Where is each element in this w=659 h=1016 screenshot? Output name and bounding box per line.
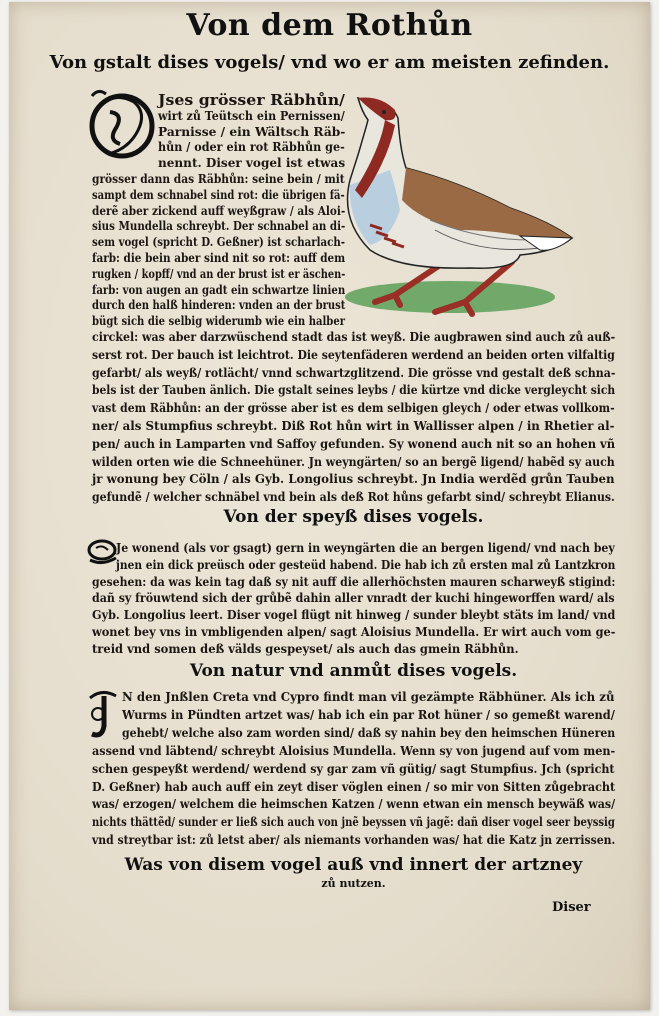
text-line: gesehen: da was kein tag daß sy nit auff die allerhöchsten mauren scharweyß stigind:	[92, 573, 616, 589]
section4-heading: Was von disem vogel auß vnd innert der artzney	[124, 855, 583, 875]
section3-heading: Von natur vnd anmůt dises vogels.	[189, 661, 518, 681]
text-line: wirt zů Teütsch ein Pernissen/	[158, 107, 345, 123]
text-line: durch den halß hinderen: vnden an der brust	[92, 297, 346, 313]
text-line: farb: die bein aber sind nit so rot: auff dem	[92, 250, 346, 265]
text-line: circkel: was aber darzwüschend stadt das ist weyß. Die augbrawen sind auch zů auß-	[92, 329, 616, 344]
text-line: vast dem Räbhůn: an der grösse aber ist es dem selbigen gleych / oder etwas vollkom-	[92, 400, 615, 416]
initial-j-ornament	[86, 688, 120, 742]
text-line: Jses grösser Räbhůn/	[158, 91, 345, 109]
text-line: serst rot. Der bauch ist leichtrot. Die seytenfäderen werdend an beiden orten vilfaltig	[92, 346, 615, 362]
text-line: ner/ als Stumpfius schreybt. Diß Rot hůn wirt in Wallisser alpen / in Rhetier al-	[92, 418, 615, 433]
text-line: D. Geßner) hab auch auff ein zeyt diser vöglen einen / so mir von Sitten zůgebracht	[92, 778, 616, 794]
page-subtitle: Von gstalt dises vogels/ vnd wo er am meisten zefinden.	[49, 52, 610, 73]
section2-heading: Von der speyß dises vogels.	[223, 507, 484, 527]
text-line: N den Jnßlen Creta vnd Cypro findt man vil gezämpte Räbhüner. Als ich zů	[122, 689, 615, 704]
text-line: dañ sy fröuwtend sich der grůbẽ dahin aller vnradt der kuchi hingeworffen ward/ als	[92, 590, 615, 606]
text-line: vnd streytbar ist: zů letst aber/ als niemants vorhanden was/ hat die Katz jn zerrissen.	[92, 832, 616, 848]
catchword: Diser	[552, 900, 591, 915]
text-line: wilden orten wie die Schneehüner. Jn weyngärten/ so an bergẽ ligend/ habẽd sy auch	[92, 453, 615, 469]
text-line: jnen ein dick preüsch oder gesteüd habend. Die hab ich zů ersten mal zů Lantzkron	[116, 556, 616, 572]
text-line: farb: von augen an gadt ein schwartze linien	[92, 281, 346, 297]
text-line: Parnisse / ein Wältsch Räb-	[158, 123, 346, 139]
text-line: Je wonend (als vor gsagt) gern in weyngärten die an bergen ligend/ vnd nach bey	[116, 540, 615, 555]
text-line: Gyb. Longolius leert. Diser vogel flügt nit hinweg / sunder bleybt stäts im land/ vnd	[92, 607, 616, 623]
text-line: Wurms in Pündten artzet was/ hab ich ein par Rot hüner / so gemeßt warend/	[122, 706, 615, 722]
section4-heading-cont: zů nutzen.	[321, 877, 386, 890]
text-line: gehebt/ welche also zam worden sind/ daß sy nahin bey den heimschen Hüneren	[122, 724, 616, 740]
text-line: jr wonung bey Cöln / als Gyb. Longolius schreybt. Jn India werdẽd grůn Tauben	[92, 471, 615, 487]
text-line: sius Mundella schreybt. Der schnabel an di-	[92, 218, 346, 234]
text-line: assend vnd läbtend/ schreybt Aloisius Mundella. Wenn sy von jugend auf vom men-	[92, 742, 616, 758]
text-line: sem vogel (spricht D. Geßner) ist scharlach-	[92, 234, 345, 250]
page-title: Von dem Rothůn	[186, 8, 473, 43]
text-line: bels ist der Tauben änlich. Die gstalt seines leybs / die kürtze vnd dicke vergleycht sich	[92, 382, 616, 398]
text-line: gefarbt/ als weyß/ rotlächt/ vnnd schwartzglitzend. Die grösse vnd gestalt deß schna-	[92, 364, 616, 380]
text-line: sampt dem schnabel sind rot: die übrigen fä-	[92, 186, 345, 202]
text-line: gefundẽ / welcher schnäbel vnd bein als deß Rot hůns gefarbt sind/ schreybt Elianus.	[92, 489, 615, 505]
text-line: pen/ auch in Lamparten vnd Saffoy gefunden. Sy wonend auch nit so an hohen vñ	[92, 435, 616, 451]
text-line: bügt sich die selbig widerumb wie ein halber	[92, 313, 346, 329]
text-line: schen gespeyßt werdend/ werdend sy gar zam vñ gütig/ sagt Stumpfius. Jch (spricht	[92, 760, 615, 776]
text-line: rugken / kopff/ vnd an der brust ist er äschen-	[92, 265, 346, 281]
text-line: grösser dann das Räbhůn: seine bein / mit	[92, 171, 345, 186]
text-line: nennt. Diser vogel ist etwas	[158, 155, 346, 171]
text-line: treid vnd somen deß välds gespeyset/ als auch das gmein Räbhůn.	[92, 640, 519, 656]
initial-d-ornament	[86, 84, 156, 164]
initial-d-small	[86, 538, 118, 566]
text-line: wonet bey vns in vmbligenden alpen/ sagt Aloisius Mundella. Er wirt auch vom ge-	[92, 624, 616, 639]
text-line: hůn / oder ein rot Räbhůn ge-	[158, 139, 345, 155]
text-line: derẽ aber zickend auff weyßgraw / als Aloi-	[92, 202, 346, 218]
text-line: nichts thättẽd/ sunder er ließ sich auch von jnẽ beyssen vñ jagẽ: dañ diser vogel seer beyssig	[92, 814, 615, 830]
text-line: was/ erzogen/ welchem die heimschen Katzen / wenn etwan ein mensch beywäß was/	[92, 796, 616, 812]
partridge-illustration	[340, 90, 590, 330]
